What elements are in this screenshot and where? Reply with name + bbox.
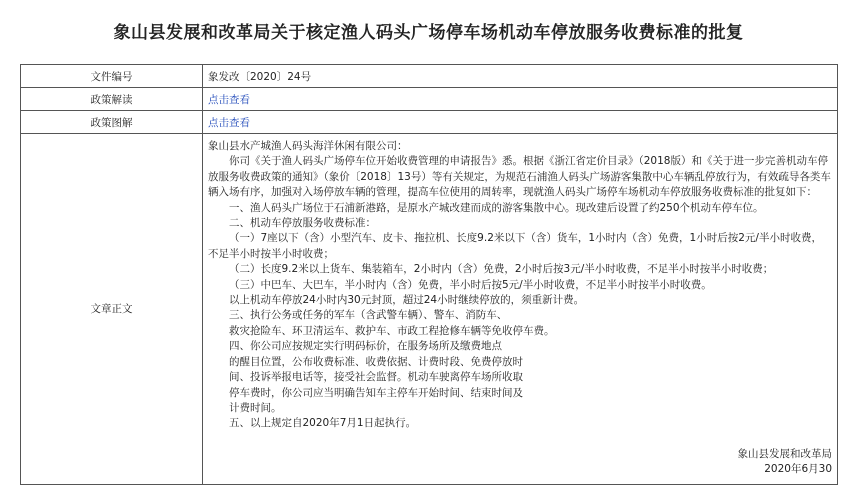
article-item-2-1: （一）7座以下（含）小型汽车、皮卡、拖拉机、长度9.2米以下（含）货车，1小时内（含）免费，1小时后按2元/半小时收费，不足半小时按半小时收费； [208,232,822,260]
article-item-5: 五、以上规定自2020年7月1日起执行。 [229,417,417,430]
article-item-2-3: （三）中巴车、大巴车，半小时内（含）免费，半小时后按5元/半小时收费，不足半小时按半小时收费。 [229,278,712,291]
article-issuer: 象山县发展和改革局 [737,447,832,460]
article-addressee: 象山县水产城渔人码头海洋休闲有限公司： [208,140,408,152]
policy-diagram-link[interactable]: 点击查看 [208,116,250,129]
row-article-body [21,134,838,485]
article-item-2: 二、机动车停放服务收费标准： [229,217,376,230]
doc-number-label: 文件编号 [21,65,203,88]
article-item-4-line: 计费时间。 [229,401,282,414]
row-doc-number [21,65,838,88]
article-item-3-cont: 救灾抢险车、环卫清运车、救护车、市政工程抢修车辆等免收停车费。 [229,324,555,337]
article-body-label: 文章正文 [21,134,203,485]
article-item-1: 一、渔人码头广场位于石浦新港路，是原水产城改建而成的游客集散中心。现改建后设置了约250个机动车停车位。 [229,201,764,214]
article-item-4-line: 停车费时，你公司应当明确告知车主停车开始时间、结束时间及 [229,386,523,399]
row-policy-diagram [21,111,838,134]
policy-interpretation-cell [203,88,838,111]
policy-interpretation-label: 政策解读 [21,88,203,111]
article-item-2-2: （二）长度9.2米以上货车、集装箱车，2小时内（含）免费，2小时后按3元/半小时收费，不足半小时按半小时收费； [229,263,774,276]
article-item-4-line: 的醒目位置，公布收费标准、收费依据、计费时段、免费停放时 [229,355,523,368]
article-intro: 你司《关于渔人码头广场停车位开始收费管理的申请报告》悉。根据《浙江省定价目录》（2018版）和《关于进一步完善机动车停放服务收费政策的通知》（象价〔2018〕13号）等有关规定，为规范石浦渔人码头广场游客集散中心车辆乱停放行为，有效疏导各类车辆入场有序，加强对入场停放车辆的管理，提高车位使用的周转率，现就渔人码头广场停车场机动车停放服务收费标准的批复如下： [208,155,831,199]
article-date: 2020年6月30 [764,463,832,476]
policy-diagram-label: 政策图解 [21,111,203,134]
article-item-3: 三、执行公务或任务的军车（含武警车辆）、警车、消防车、 [229,309,508,322]
spacer [208,432,832,447]
row-policy-interpretation [21,88,838,111]
article-body [203,134,838,485]
article-item-4-line: 间、投诉举报电话等，接受社会监督。机动车驶离停车场所收取 [229,371,523,384]
article-item-4-line: 四、你公司应按规定实行明码标价，在服务场所及缴费地点 [229,340,502,353]
page-title: 象山县发展和改革局关于核定渔人码头广场停车场机动车停放服务收费标准的批复 [113,23,744,43]
article-item-2-note: 以上机动车停放24小时内30元封顶，超过24小时继续停放的，须重新计费。 [229,294,585,307]
document-info-table [20,64,838,485]
policy-diagram-cell [203,111,838,134]
doc-number-value: 象发改〔2020〕24号 [203,65,838,88]
policy-interpretation-link[interactable]: 点击查看 [208,93,250,106]
